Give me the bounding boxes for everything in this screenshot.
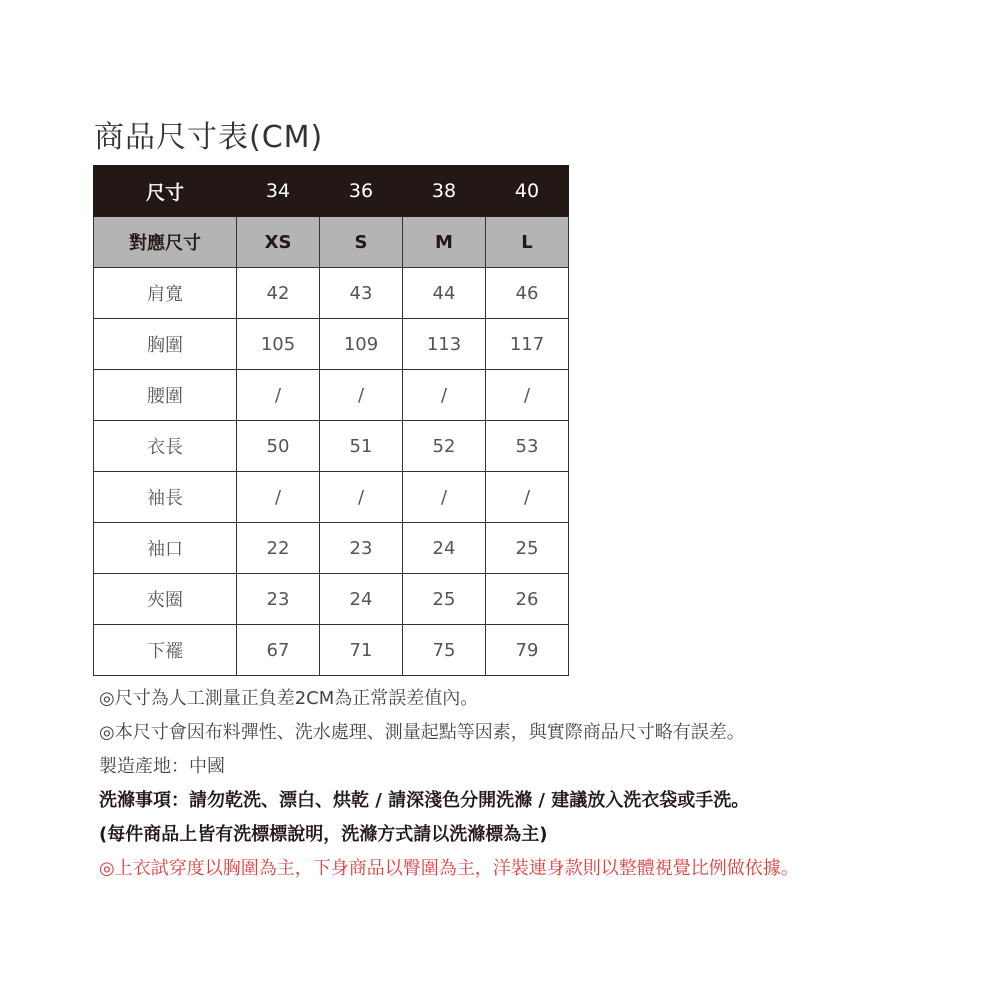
table-row bbox=[94, 370, 569, 421]
header-size: 40 bbox=[486, 166, 569, 217]
equivalent-size: S bbox=[320, 217, 403, 268]
table-cell: 23 bbox=[320, 523, 403, 574]
table-cell: 105 bbox=[237, 319, 320, 370]
row-label: 胸圍 bbox=[94, 319, 237, 370]
table-cell: 44 bbox=[403, 268, 486, 319]
fitting-note: ◎上衣試穿度以胸圍為主，下身商品以臀圍為主，洋裝連身款則以整體視覺比例做依據。 bbox=[99, 858, 799, 879]
table-row bbox=[94, 625, 569, 676]
table-cell: / bbox=[403, 472, 486, 523]
fabric-variance-note: ◎本尺寸會因布料彈性、洗水處理、測量起點等因素，與實際商品尺寸略有誤差。 bbox=[99, 722, 745, 743]
row-label: 下襬 bbox=[94, 625, 237, 676]
table-cell: 22 bbox=[237, 523, 320, 574]
row-label: 袖口 bbox=[94, 523, 237, 574]
table-cell: 75 bbox=[403, 625, 486, 676]
row-label: 袖長 bbox=[94, 472, 237, 523]
equivalent-label: 對應尺寸 bbox=[94, 217, 237, 268]
washing-instructions: 洗滌事項：請勿乾洗、漂白、烘乾 / 請深淺色分開洗滌 / 建議放入洗衣袋或手洗。 bbox=[99, 790, 750, 811]
table-cell: / bbox=[237, 370, 320, 421]
table-cell: 46 bbox=[486, 268, 569, 319]
header-label: 尺寸 bbox=[94, 166, 237, 217]
table-row bbox=[94, 574, 569, 625]
equivalent-size: XS bbox=[237, 217, 320, 268]
table-cell: 79 bbox=[486, 625, 569, 676]
row-label: 衣長 bbox=[94, 421, 237, 472]
table-cell: / bbox=[320, 472, 403, 523]
table-cell: 113 bbox=[403, 319, 486, 370]
page-title: 商品尺寸表(CM) bbox=[94, 120, 324, 155]
table-cell: 53 bbox=[486, 421, 569, 472]
table-cell: 67 bbox=[237, 625, 320, 676]
table-cell: 25 bbox=[403, 574, 486, 625]
header-size: 34 bbox=[237, 166, 320, 217]
header-size: 38 bbox=[403, 166, 486, 217]
table-cell: 25 bbox=[486, 523, 569, 574]
table-row bbox=[94, 523, 569, 574]
table-cell: 42 bbox=[237, 268, 320, 319]
row-label: 腰圍 bbox=[94, 370, 237, 421]
table-cell: 26 bbox=[486, 574, 569, 625]
size-table bbox=[93, 165, 569, 676]
table-cell: 43 bbox=[320, 268, 403, 319]
table-row bbox=[94, 268, 569, 319]
table-cell: / bbox=[486, 370, 569, 421]
table-cell: 117 bbox=[486, 319, 569, 370]
table-cell: 24 bbox=[403, 523, 486, 574]
measurement-tolerance-note: ◎尺寸為人工測量正負差2CM為正常誤差值內。 bbox=[99, 688, 479, 709]
table-cell: 52 bbox=[403, 421, 486, 472]
table-cell: / bbox=[237, 472, 320, 523]
table-cell: 109 bbox=[320, 319, 403, 370]
washing-label-note: (每件商品上皆有洗標標說明，洗滌方式請以洗滌標為主) bbox=[99, 824, 548, 845]
table-cell: 50 bbox=[237, 421, 320, 472]
table-cell: / bbox=[320, 370, 403, 421]
table-cell: / bbox=[486, 472, 569, 523]
row-label: 夾圈 bbox=[94, 574, 237, 625]
header-row bbox=[94, 166, 569, 217]
equivalent-size: M bbox=[403, 217, 486, 268]
table-cell: 51 bbox=[320, 421, 403, 472]
table-cell: 71 bbox=[320, 625, 403, 676]
origin-note: 製造產地：中國 bbox=[99, 756, 225, 777]
table-cell: 24 bbox=[320, 574, 403, 625]
table-row bbox=[94, 319, 569, 370]
equivalent-size-row bbox=[94, 217, 569, 268]
table-row bbox=[94, 421, 569, 472]
row-label: 肩寬 bbox=[94, 268, 237, 319]
table-row bbox=[94, 472, 569, 523]
equivalent-size: L bbox=[486, 217, 569, 268]
notes-section bbox=[99, 682, 979, 886]
header-size: 36 bbox=[320, 166, 403, 217]
table-cell: / bbox=[403, 370, 486, 421]
table-cell: 23 bbox=[237, 574, 320, 625]
